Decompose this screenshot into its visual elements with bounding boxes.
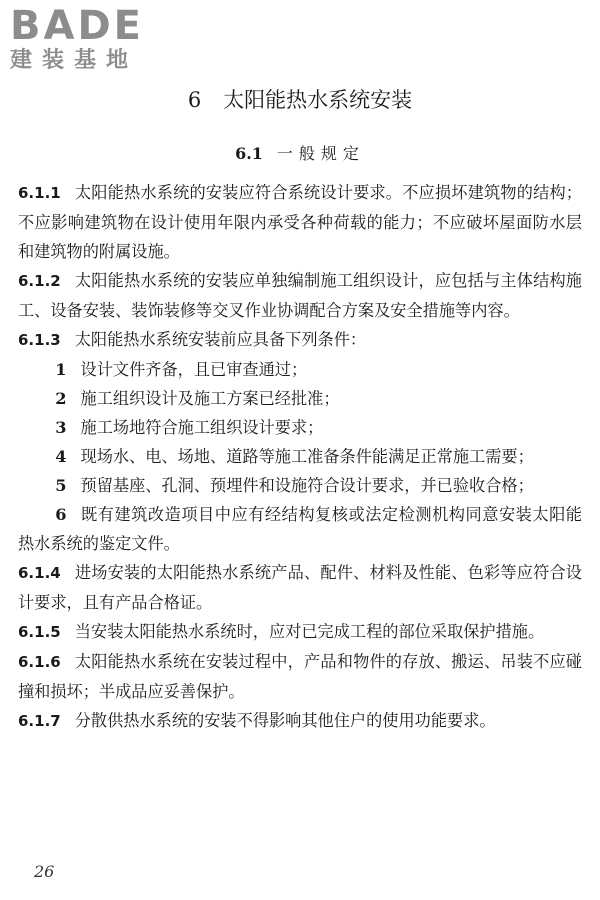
chapter-number: 6 xyxy=(187,88,202,112)
clause-6-1-3 xyxy=(18,325,582,355)
item-number: 5 xyxy=(55,476,67,495)
chapter-title-text: 太阳能热水系统安装 xyxy=(223,88,413,112)
item-number: 3 xyxy=(55,418,67,437)
section-number: 6.1 xyxy=(235,144,263,163)
item-text: 既有建筑改造项目中应有经结构复核或法定检测机构同意安装太阳能热水系统的鉴定文件。 xyxy=(18,505,582,553)
clause-number: 6.1.2 xyxy=(18,272,61,290)
item-text: 现场水、电、场地、道路等施工准备条件能满足正常施工需要； xyxy=(80,447,534,466)
list-item xyxy=(18,500,582,558)
watermark-logo xyxy=(10,3,180,74)
item-number: 6 xyxy=(55,505,67,524)
clause-text: 进场安装的太阳能热水系统产品、配件、材料及性能、色彩等应符合设计要求，且有产品合格证。 xyxy=(18,563,582,612)
list-item xyxy=(18,442,582,471)
clause-number: 6.1.5 xyxy=(18,623,61,641)
item-text: 预留基座、孔洞、预埋件和设施符合设计要求，并已验收合格； xyxy=(80,476,534,495)
document-body xyxy=(18,178,582,736)
clause-6-1-5 xyxy=(18,617,582,647)
clause-number: 6.1.6 xyxy=(18,653,61,671)
page-number: 26 xyxy=(34,862,55,881)
clause-text: 太阳能热水系统的安装应符合系统设计要求。不应损坏建筑物的结构；不应影响建筑物在设计使用年限内承受各种荷载的能力；不应破坏屋面防水层和建筑物的附属设施。 xyxy=(18,183,582,261)
clause-6-1-2 xyxy=(18,266,582,325)
clause-6-1-6 xyxy=(18,647,582,706)
clause-text: 当安装太阳能热水系统时，应对已完成工程的部位采取保护措施。 xyxy=(74,622,545,641)
item-number: 4 xyxy=(55,447,67,466)
logo-brand: BADE xyxy=(10,3,144,49)
item-number: 2 xyxy=(55,389,67,408)
list-item xyxy=(18,355,582,384)
clause-text: 太阳能热水系统的安装应单独编制施工组织设计，应包括与主体结构施工、设备安装、装饰装修等交叉作业协调配合方案及安全措施等内容。 xyxy=(18,271,582,320)
clause-number: 6.1.3 xyxy=(18,331,61,349)
section-title-text: 一般规定 xyxy=(276,144,365,163)
item-number: 1 xyxy=(55,360,67,379)
clause-number: 6.1.1 xyxy=(18,184,61,202)
chapter-title xyxy=(0,86,600,114)
clause-number: 6.1.7 xyxy=(18,712,61,730)
clause-text: 太阳能热水系统安装前应具备下列条件： xyxy=(74,330,367,349)
list-item xyxy=(18,471,582,500)
clause-6-1-7 xyxy=(18,706,582,736)
logo-subtitle: 建装基地 xyxy=(10,48,139,73)
clause-number: 6.1.4 xyxy=(18,564,61,582)
clause-6-1-1 xyxy=(18,178,582,266)
clause-6-1-4 xyxy=(18,558,582,617)
item-text: 施工组织设计及施工方案已经批准； xyxy=(80,389,340,408)
item-text: 施工场地符合施工组织设计要求； xyxy=(80,418,324,437)
list-item xyxy=(18,384,582,413)
clause-text: 太阳能热水系统在安装过程中，产品和物件的存放、搬运、吊装不应碰撞和损坏；半成品应妥善保护。 xyxy=(18,652,582,701)
item-text: 设计文件齐备，且已审查通过； xyxy=(80,360,308,379)
section-title xyxy=(0,142,600,166)
list-item xyxy=(18,413,582,442)
clause-text: 分散供热水系统的安装不得影响其他住户的使用功能要求。 xyxy=(74,711,496,730)
